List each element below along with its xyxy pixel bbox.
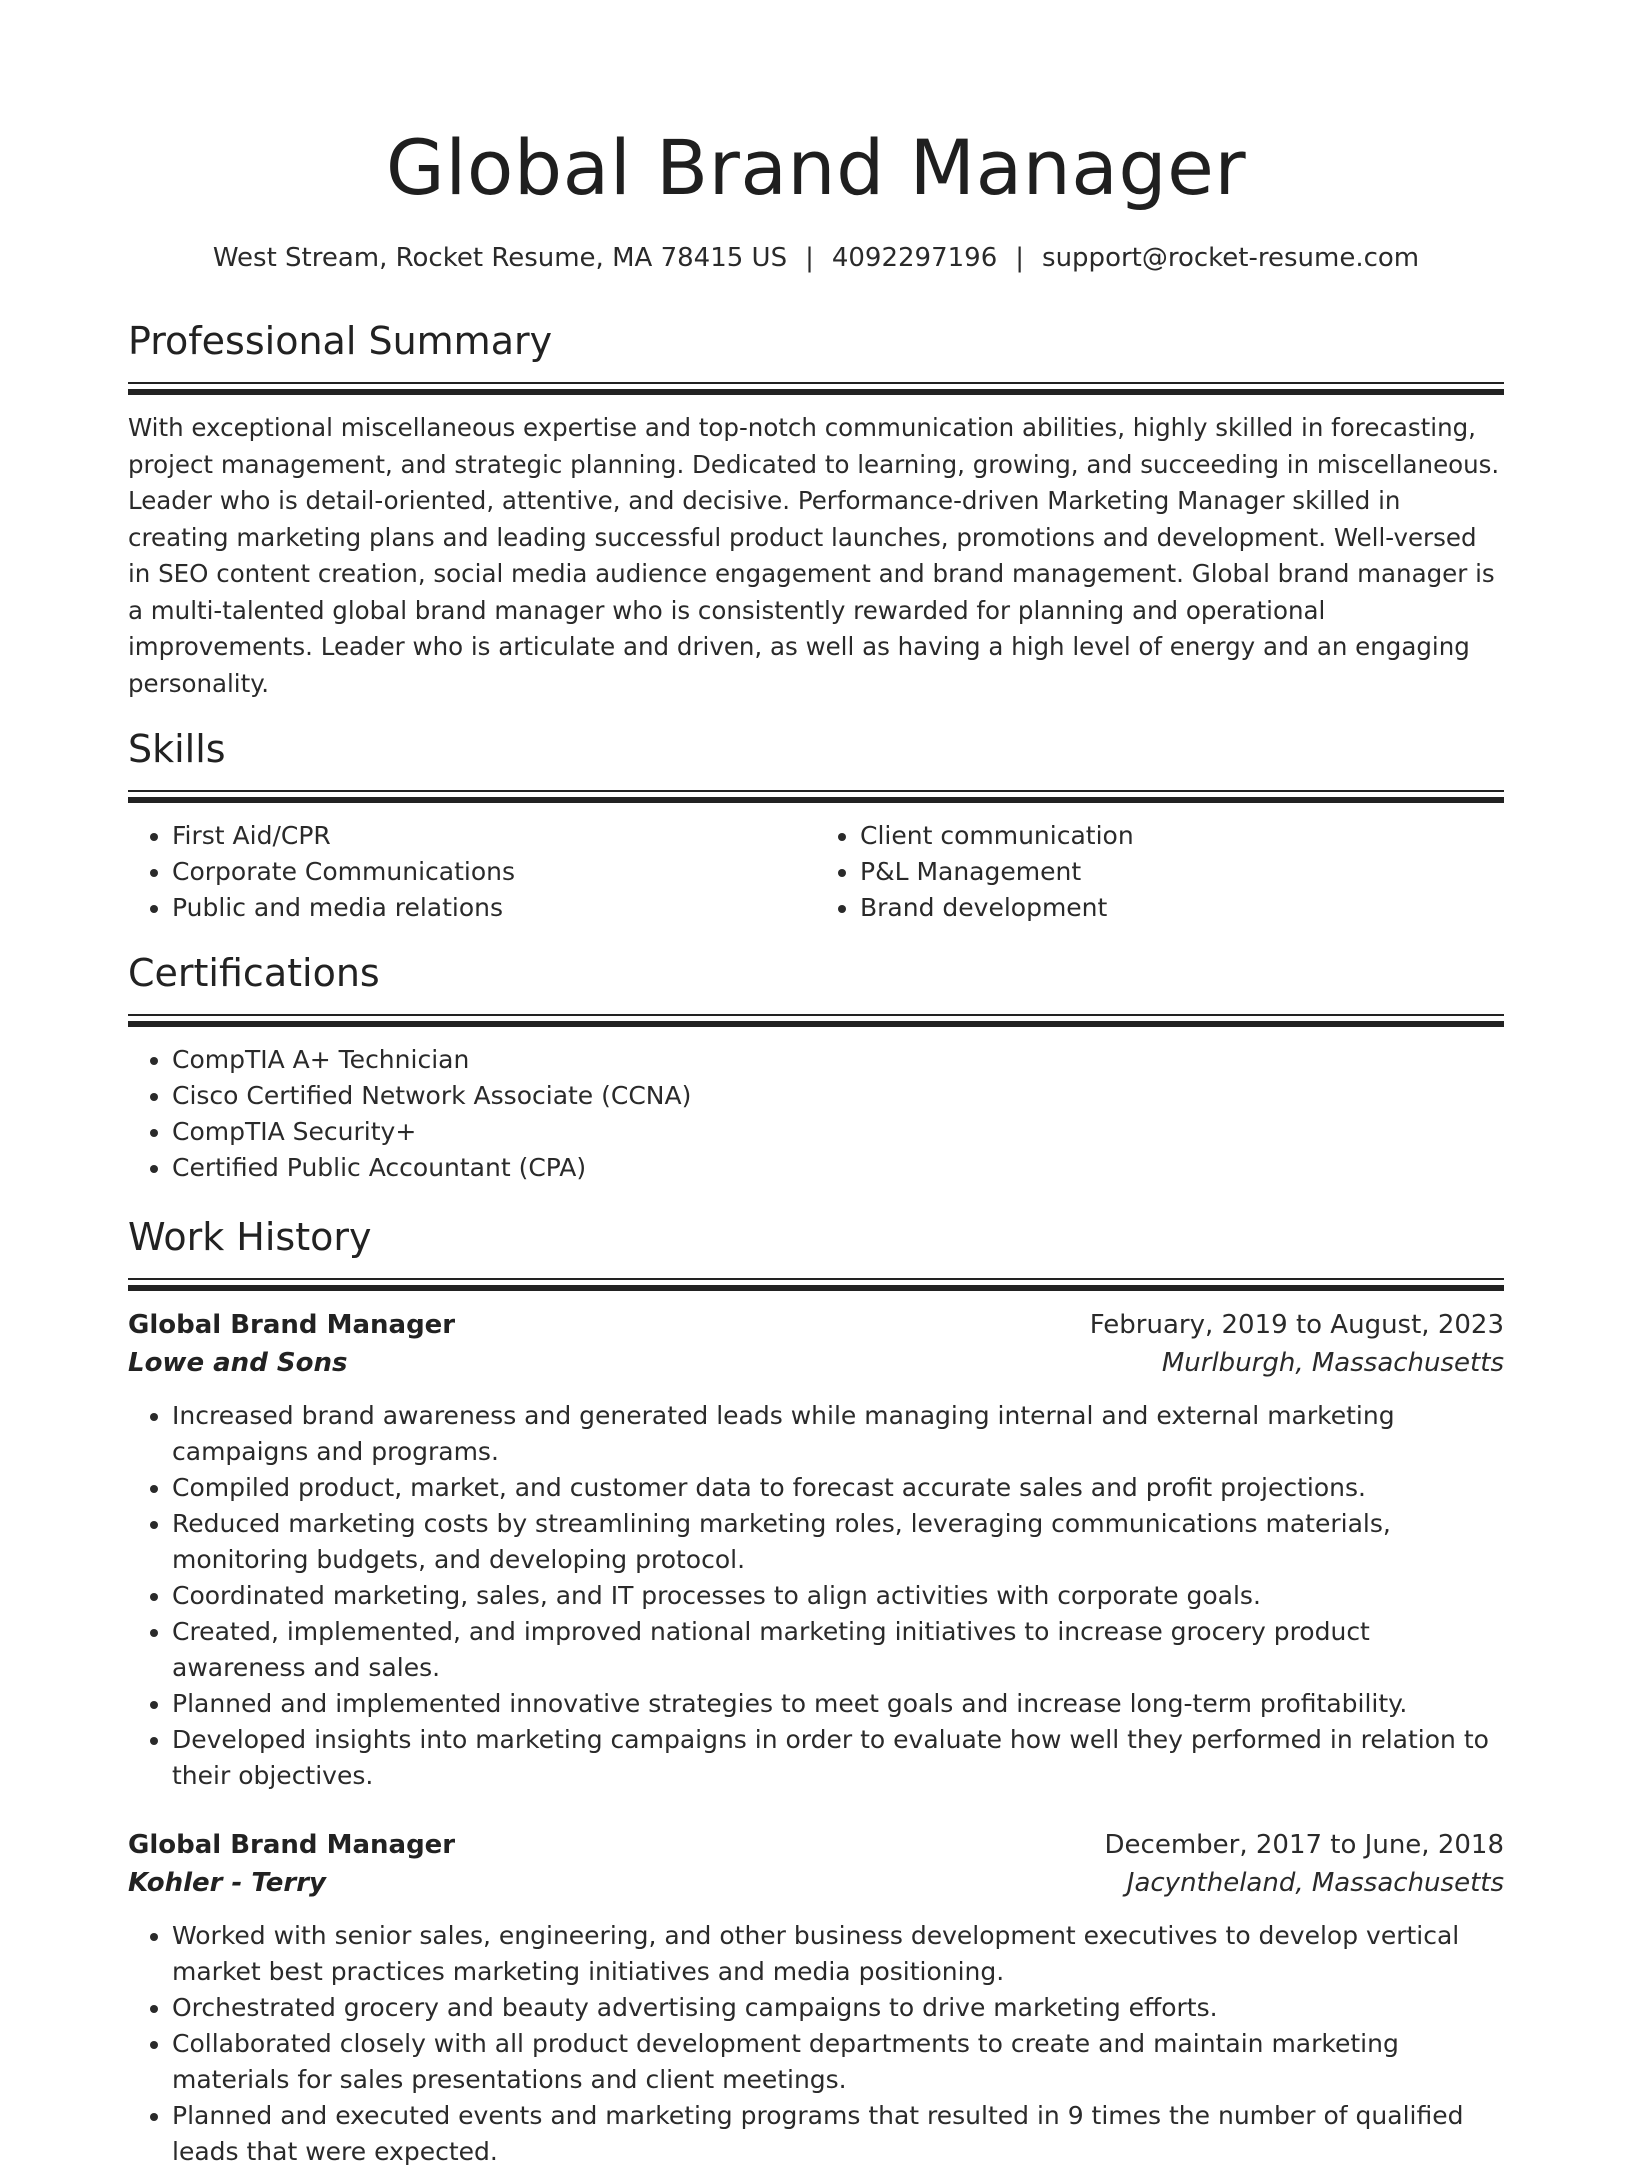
job-bullet: • Collaborated closely with all product development departments to create and maintain marketing materials for sales presentations and client meetings. [172, 2026, 1504, 2098]
job-location: Murlburgh, Massachusetts [1161, 1348, 1504, 1378]
certification-item: • CompTIA A+ Technician [172, 1042, 1504, 1078]
contact-phone: 4092297196 [831, 243, 998, 273]
certifications-list [128, 1042, 1504, 1186]
skill-item: • Client communication [860, 818, 1504, 854]
job-bullet: • Compiled product, market, and customer data to forecast accurate sales and profit projections. [172, 1470, 1504, 1506]
job-bullet: • Orchestrated grocery and beauty advertising campaigns to drive marketing efforts. [172, 1990, 1504, 2026]
work-history-heading: Work History [128, 1215, 372, 1259]
job-bullet: • Planned and implemented innovative strategies to meet goals and increase long-term profitability. [172, 1686, 1504, 1722]
contact-email[interactable]: support@rocket-resume.com [1042, 243, 1420, 273]
summary-section [128, 316, 1504, 702]
skill-item: • Brand development [860, 890, 1504, 926]
job-bullet: • Worked with senior sales, engineering, and other business development executives to develop vertical market best practices marketing initiatives and media positioning. [172, 1918, 1504, 1990]
skills-grid [128, 818, 1504, 926]
summary-text: With exceptional miscellaneous expertise and top-notch communication abilities, highly skilled in forecasting, project management, and strategic planning. Dedicated to learning, growing, and succeeding in miscellaneous. Leader who is detail-oriented, attentive, and decisive. Performance-driven Marketing Manager skilled in creating marketing plans and leading successful product launches, promotions and development. Well-versed in SEO content creation, social media audience engagement and brand management. Global brand manager is a multi-talented global brand manager who is consistently rewarded for planning and operational improvements. Leader who is articulate and driven, as well as having a high level of energy and an engaging personality. [128, 413, 1500, 698]
certification-item: • Cisco Certified Network Associate (CCNA) [172, 1078, 1504, 1114]
job-bullets [128, 1918, 1504, 2170]
job-company: Kohler - Terry [128, 1868, 326, 1898]
contact-separator: | [805, 243, 814, 273]
job-company: Lowe and Sons [128, 1348, 348, 1378]
work-history-section [128, 1212, 1504, 2170]
skills-list-right [816, 818, 1504, 926]
job-dates: February, 2019 to August, 2023 [1089, 1310, 1504, 1340]
job-bullet: • Reduced marketing costs by streamlining marketing roles, leveraging communications materials, monitoring budgets, and developing protocol. [172, 1506, 1504, 1578]
certifications-section [128, 948, 1504, 1186]
job-dates: December, 2017 to June, 2018 [1104, 1830, 1504, 1860]
job-bullet: • Developed insights into marketing campaigns in order to evaluate how well they performed in relation to their objectives. [172, 1722, 1504, 1794]
job-subheader [128, 1344, 1504, 1382]
skills-list-left [128, 818, 816, 926]
skill-item: • Public and media relations [172, 890, 816, 926]
job-header [128, 1826, 1504, 1864]
job-bullets [128, 1398, 1504, 1794]
certification-item: • CompTIA Security+ [172, 1114, 1504, 1150]
job-location: Jacyntheland, Massachusetts [1126, 1868, 1504, 1898]
job-bullet: • Increased brand awareness and generated leads while managing internal and external marketing campaigns and programs. [172, 1398, 1504, 1470]
skill-item: • Corporate Communications [172, 854, 816, 890]
contact-address: West Stream, Rocket Resume, MA 78415 US [212, 243, 788, 273]
job-entry [128, 1826, 1504, 2170]
resume-name: Global Brand Manager [385, 123, 1247, 212]
skills-section [128, 724, 1504, 926]
contact-line [128, 240, 1504, 276]
skills-heading: Skills [128, 727, 226, 771]
job-entry [128, 1306, 1504, 1794]
job-bullet: • Planned and executed events and marketing programs that resulted in 9 times the number of qualified leads that were expected. [172, 2098, 1504, 2170]
certification-item: • Certified Public Accountant (CPA) [172, 1150, 1504, 1186]
skill-item: • First Aid/CPR [172, 818, 816, 854]
summary-heading: Professional Summary [128, 319, 553, 363]
section-divider [128, 790, 1504, 802]
section-divider [128, 382, 1504, 394]
job-title: Global Brand Manager [128, 1310, 456, 1340]
job-bullet: • Created, implemented, and improved national marketing initiatives to increase grocery product awareness and sales. [172, 1614, 1504, 1686]
skill-item: • P&L Management [860, 854, 1504, 890]
contact-separator: | [1015, 243, 1025, 273]
job-subheader [128, 1864, 1504, 1902]
certifications-heading: Certifications [128, 951, 380, 995]
section-divider [128, 1278, 1504, 1290]
section-divider [128, 1014, 1504, 1026]
job-title: Global Brand Manager [128, 1830, 456, 1860]
job-bullet: • Coordinated marketing, sales, and IT processes to align activities with corporate goals. [172, 1578, 1504, 1614]
job-header [128, 1306, 1504, 1344]
